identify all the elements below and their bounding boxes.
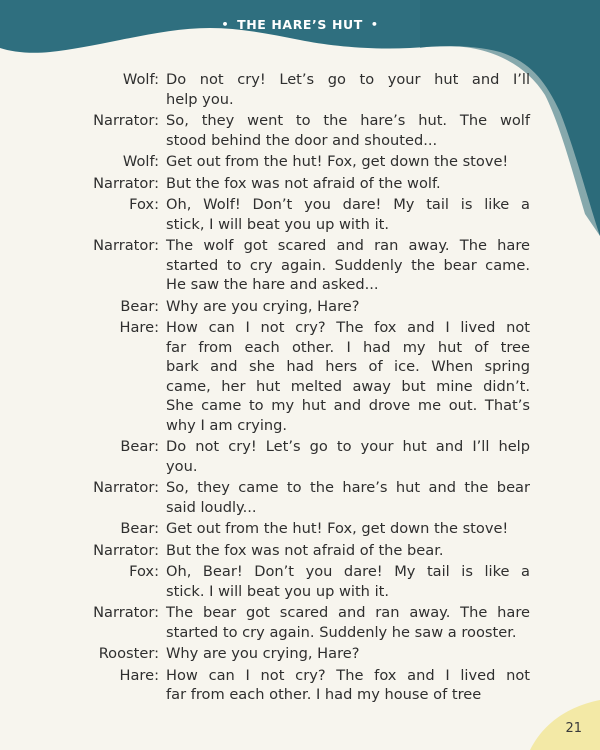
speaker-name: Narrator:	[93, 174, 159, 192]
speech-text	[166, 644, 530, 664]
page-number: 21	[565, 721, 582, 736]
speech-text	[166, 666, 530, 705]
speech-text	[166, 541, 530, 561]
dialogue-line	[0, 478, 600, 519]
speech-row: you.	[166, 457, 198, 475]
speech-row: Why are you crying, Hare?	[166, 645, 360, 662]
speech-text	[166, 174, 530, 194]
speaker-name: Narrator:	[93, 112, 159, 129]
speech-row: bark and she had hers of ice. When spring	[166, 358, 530, 375]
speaker-name: Bear:	[120, 520, 159, 537]
speech-row: She came to my hut and drove me out. That’s	[166, 397, 530, 414]
speech-text	[166, 519, 530, 539]
speaker-name: Fox:	[129, 196, 159, 213]
speaker-name: Rooster:	[98, 645, 159, 662]
dialogue-line	[0, 236, 600, 297]
speaker-name: Hare:	[119, 666, 159, 684]
speech-row: Do not cry! Let’s go to your hut and I’ll	[166, 71, 530, 88]
speech-row: Why are you crying, Hare?	[166, 297, 360, 315]
speech-row: He saw the hare and asked...	[166, 276, 379, 293]
chapter-title-text: THE HARE’S HUT	[237, 17, 363, 32]
speaker-name: Hare:	[119, 319, 159, 336]
play-script	[0, 70, 600, 707]
speaker-name: Narrator:	[93, 541, 159, 559]
chapter-title	[0, 17, 600, 32]
speech-text	[166, 152, 530, 172]
dialogue-line	[0, 644, 600, 666]
speech-row: How can I not cry? The fox and I lived not	[166, 319, 530, 336]
speech-row: The bear got scared and ran away. The hare	[166, 604, 530, 621]
speech-text	[166, 297, 530, 317]
speech-row: far from each other. I had my hut of tree	[166, 338, 530, 356]
speaker-name: Fox:	[129, 563, 159, 580]
speech-row: The wolf got scared and ran away. The hare	[166, 237, 530, 254]
speech-row: Get out from the hut! Fox, get down the stove!	[166, 520, 509, 537]
speech-row: Do not cry! Let’s go to your hut and I’ll help	[166, 438, 530, 455]
dialogue-line	[0, 519, 600, 541]
speech-text	[166, 437, 530, 476]
speech-text	[166, 478, 530, 517]
dialogue-line	[0, 666, 600, 707]
speaker-name: Wolf:	[122, 71, 159, 88]
dialogue-line	[0, 603, 600, 644]
dialogue-line	[0, 174, 600, 196]
dialogue-line	[0, 195, 600, 236]
speaker-name: Bear:	[120, 297, 159, 315]
dialogue-line	[0, 70, 600, 111]
dialogue-line	[0, 152, 600, 174]
title-bullet-left: •	[221, 18, 230, 31]
speech-row: came, her hut melted away but mine didn’t.	[166, 377, 530, 395]
dialogue-line	[0, 297, 600, 319]
speech-row: So, they went to the hare’s hut. The wolf	[166, 112, 530, 129]
speech-row: Oh, Wolf! Don’t you dare! My tail is like a	[166, 196, 530, 213]
speech-text	[166, 318, 530, 435]
speech-row: stick. I will beat you up with it.	[166, 582, 389, 600]
speaker-name: Wolf:	[122, 153, 159, 170]
dialogue-line	[0, 562, 600, 603]
speaker-name: Narrator:	[93, 604, 159, 621]
speech-row: stood behind the door and shouted...	[166, 131, 438, 149]
speaker-name: Narrator:	[93, 237, 159, 254]
speech-text	[166, 236, 530, 295]
speaker-name: Narrator:	[93, 479, 159, 496]
speech-row: help you.	[166, 90, 234, 108]
speech-row: Get out from the hut! Fox, get down the stove!	[166, 153, 509, 170]
speech-text	[166, 603, 530, 642]
title-bullet-right: •	[370, 18, 379, 31]
speech-row: But the fox was not afraid of the bear.	[166, 541, 444, 559]
dialogue-line	[0, 541, 600, 563]
speech-row: So, they came to the hare’s hut and the bear	[166, 479, 530, 496]
speech-text	[166, 111, 530, 150]
speech-row: started to cry again. Suddenly the bear came.	[166, 256, 530, 274]
speech-text	[166, 195, 530, 234]
speech-row: said loudly...	[166, 498, 257, 516]
speech-row: How can I not cry? The fox and I lived not	[166, 666, 530, 684]
speaker-name: Bear:	[120, 438, 159, 455]
speech-text	[166, 562, 530, 601]
dialogue-line	[0, 437, 600, 478]
speech-row: stick, I will beat you up with it.	[166, 215, 389, 233]
speech-text	[166, 70, 530, 109]
speech-row: why I am crying.	[166, 416, 288, 434]
speech-row: Oh, Bear! Don’t you dare! My tail is like a	[166, 563, 530, 580]
speech-row: far from each other. I had my house of tree	[166, 686, 482, 703]
speech-row: started to cry again. Suddenly he saw a rooster.	[166, 623, 517, 641]
speech-row: But the fox was not afraid of the wolf.	[166, 174, 441, 192]
dialogue-line	[0, 318, 600, 437]
dialogue-line	[0, 111, 600, 152]
